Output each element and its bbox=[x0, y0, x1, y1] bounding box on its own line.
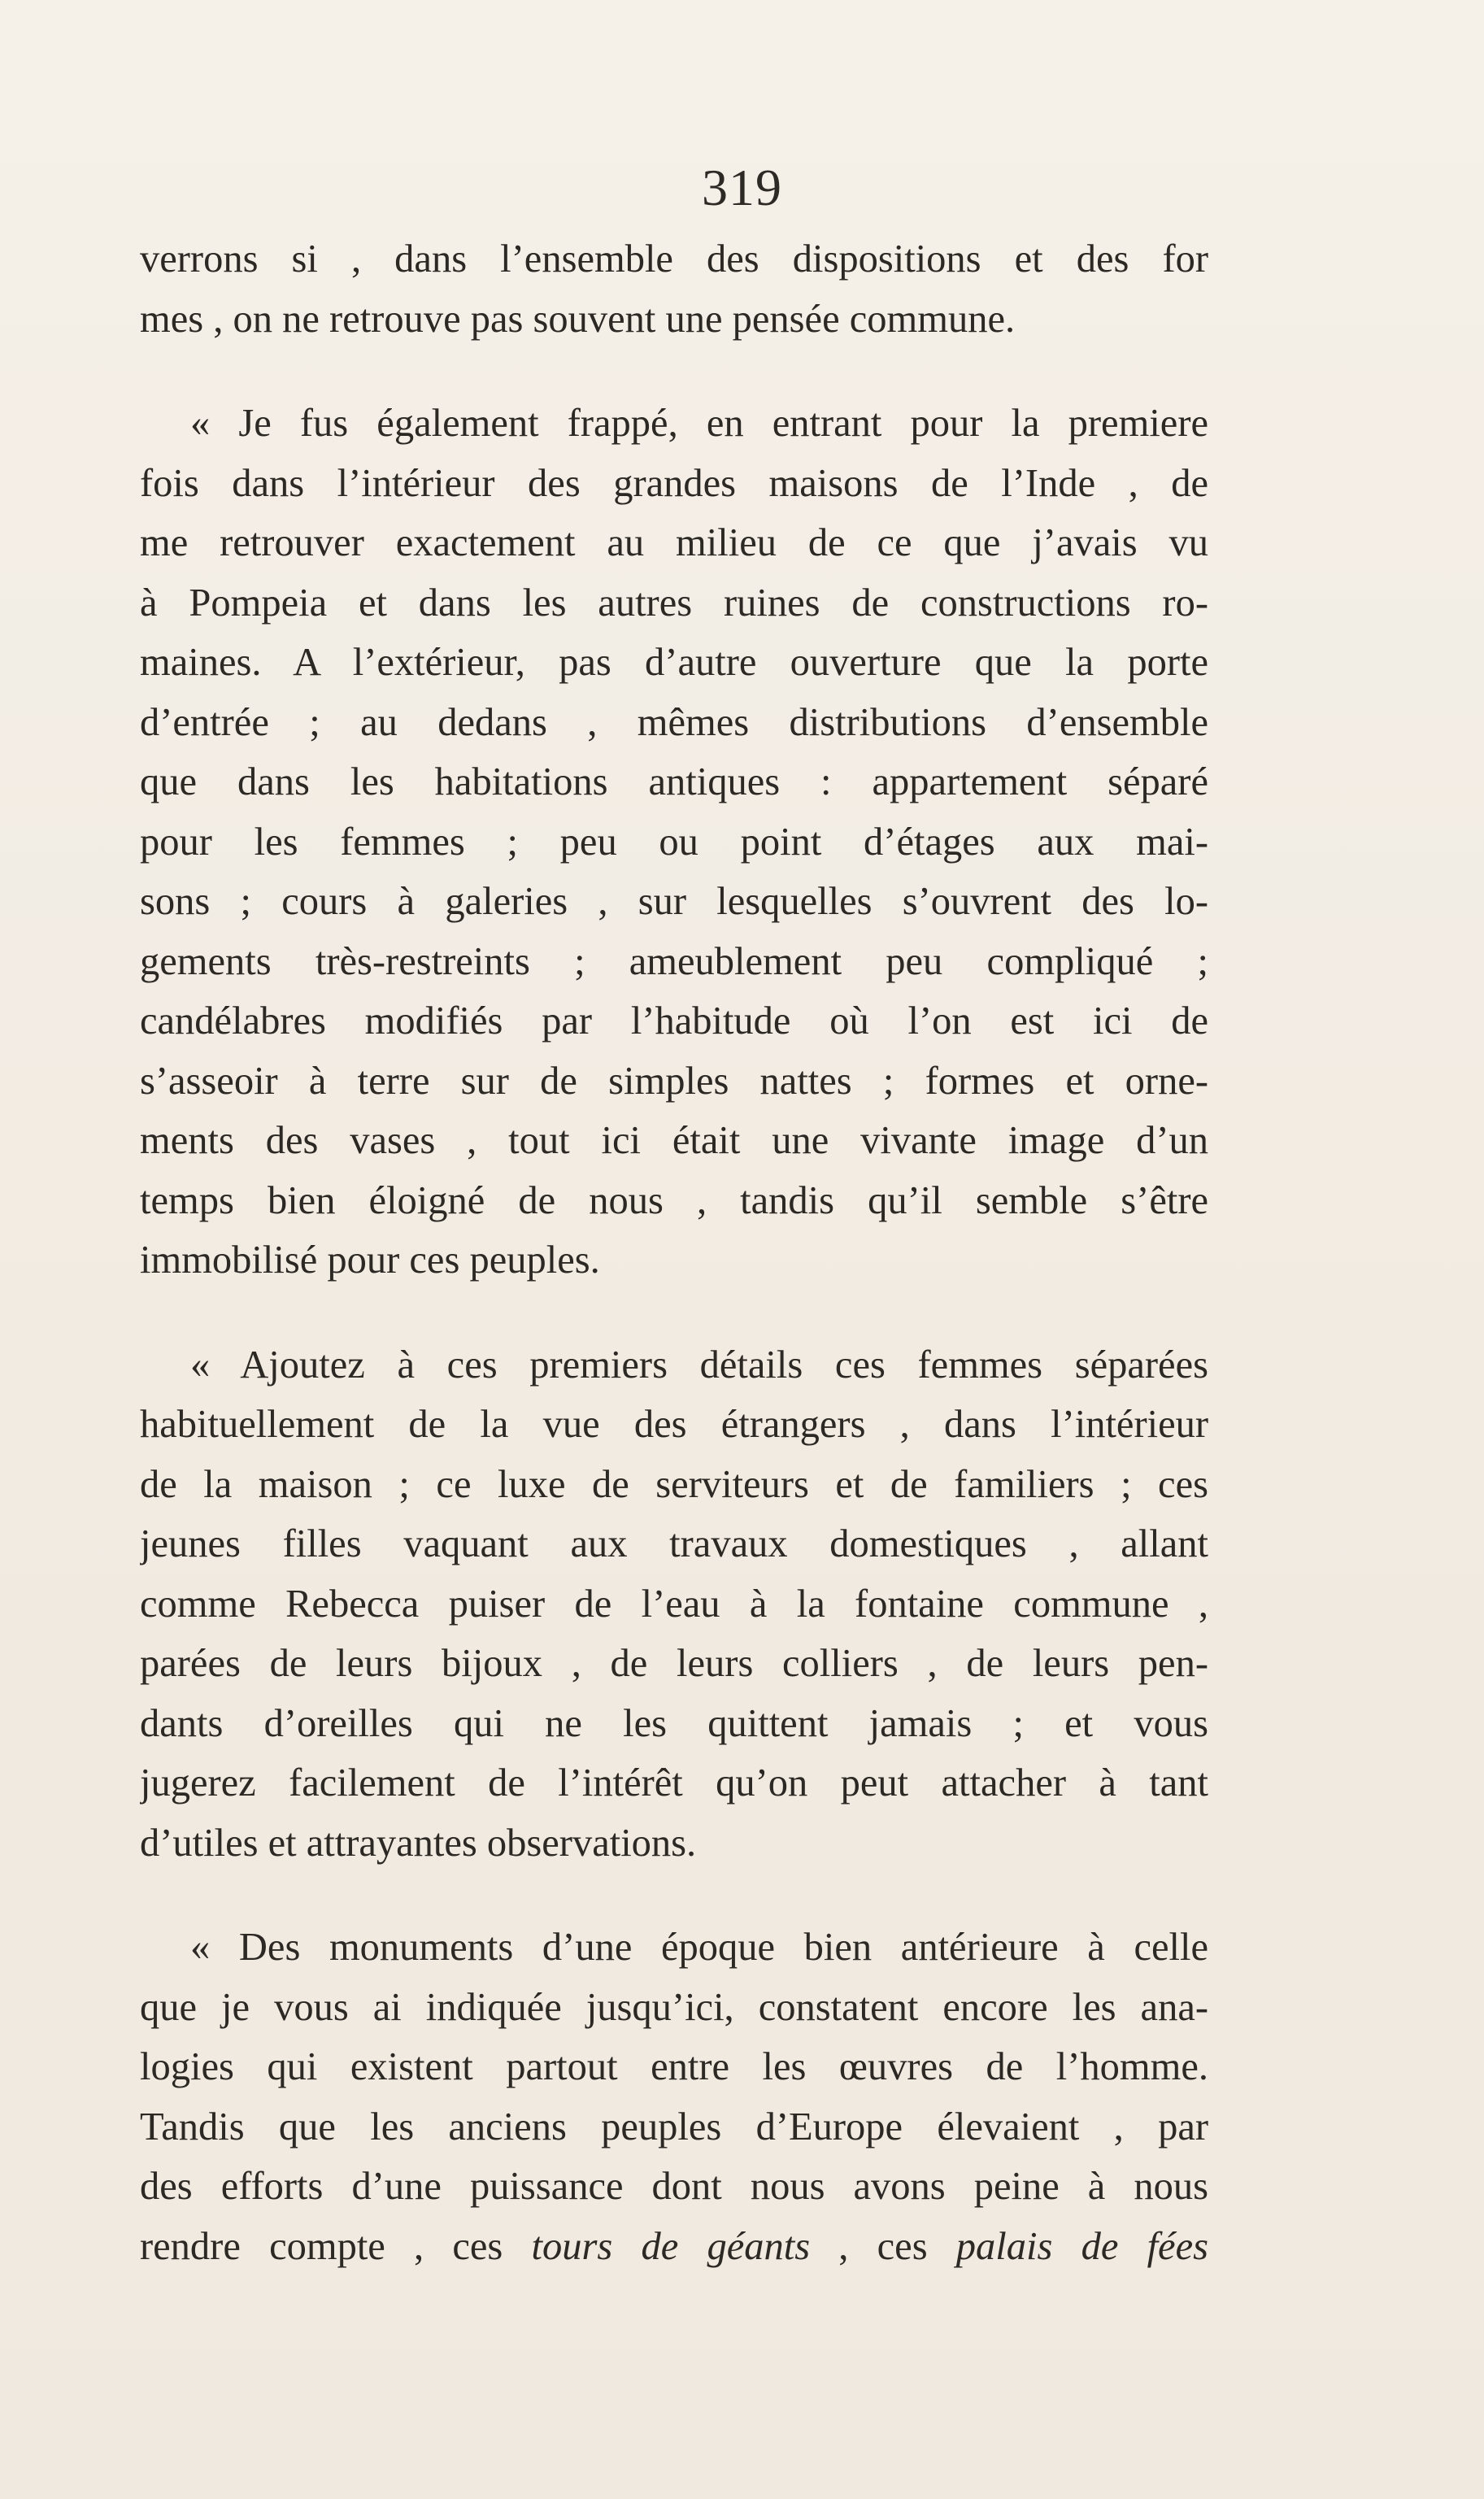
page-number: 319 bbox=[702, 159, 782, 216]
text-line: immobilisé pour ces peuples. bbox=[140, 1239, 600, 1282]
text-line: d’utiles et attrayantes observations. bbox=[140, 1821, 697, 1865]
text-line: me retrouver exactement au milieu de ce que j’avais vu bbox=[140, 521, 1208, 564]
text-line: parées de leurs bijoux , de leurs colliers , de leurs pen- bbox=[140, 1642, 1208, 1685]
text-line: « Des monuments d’une époque bien antérieure à celle bbox=[190, 1926, 1208, 1969]
text-line: logies qui existent partout entre les œuvres de l’homme. bbox=[140, 2045, 1208, 2088]
text-line: « Ajoutez à ces premiers détails ces femmes séparées bbox=[190, 1343, 1208, 1387]
text-line: fois dans l’intérieur des grandes maisons de l’Inde , de bbox=[140, 461, 1208, 505]
text-line: s’asseoir à terre sur de simples nattes ; formes et orne- bbox=[140, 1059, 1208, 1103]
text-line: verrons si , dans l’ensemble des dispositions et des for bbox=[140, 237, 1208, 281]
text-segment: rendre compte , ces bbox=[140, 2224, 532, 2268]
text-line: ments des vases , tout ici était une vivante image d’un bbox=[140, 1119, 1208, 1162]
text-line: d’entrée ; au dedans , mêmes distributions d’ensemble bbox=[140, 700, 1208, 744]
text-line-final bbox=[140, 2217, 1208, 2277]
text-line: comme Rebecca puiser de l’eau à la fontaine commune , bbox=[140, 1582, 1208, 1626]
text-line: « Je fus également frappé, en entrant pour la premiere bbox=[190, 402, 1208, 445]
text-line: jeunes filles vaquant aux travaux domestiques , allant bbox=[140, 1522, 1208, 1565]
text-segment: , ces bbox=[810, 2224, 956, 2268]
text-line: des efforts d’une puissance dont nous avons peine à nous bbox=[140, 2165, 1208, 2208]
text-line: habituellement de la vue des étrangers , dans l’intérieur bbox=[140, 1403, 1208, 1446]
italic-text: palais de fées bbox=[955, 2224, 1208, 2268]
text-line: que je vous ai indiquée jusqu’ici, constatent encore les ana- bbox=[140, 1985, 1208, 2029]
text-line: Tandis que les anciens peuples d’Europe élevaient , par bbox=[140, 2105, 1208, 2149]
paragraph-4 bbox=[140, 1918, 1208, 2276]
paragraph-1 bbox=[140, 229, 1208, 349]
text-line: de la maison ; ce luxe de serviteurs et de familiers ; ces bbox=[140, 1462, 1208, 1506]
italic-text: tours de géants bbox=[531, 2224, 811, 2268]
body-text bbox=[140, 229, 1208, 2276]
text-line: sons ; cours à galeries , sur lesquelles s’ouvrent des lo- bbox=[140, 880, 1208, 923]
text-line: candélabres modifiés par l’habitude où l’on est ici de bbox=[140, 999, 1208, 1043]
text-line: que dans les habitations antiques : appartement séparé bbox=[140, 760, 1208, 803]
text-line: temps bien éloigné de nous , tandis qu’il semble s’être bbox=[140, 1178, 1208, 1222]
text-line: mes , on ne retrouve pas souvent une pensée commune. bbox=[140, 297, 1016, 341]
text-line: jugerez facilement de l’intérêt qu’on peut attacher à tant bbox=[140, 1761, 1208, 1805]
text-line: à Pompeia et dans les autres ruines de constructions ro- bbox=[140, 581, 1208, 625]
text-line: pour les femmes ; peu ou point d’étages aux mai- bbox=[140, 820, 1208, 864]
text-line: gements très-restreints ; ameublement peu compliqué ; bbox=[140, 939, 1208, 983]
text-line: dants d’oreilles qui ne les quittent jamais ; et vous bbox=[140, 1701, 1208, 1745]
paragraph-3 bbox=[140, 1335, 1208, 1874]
text-line: maines. A l’extérieur, pas d’autre ouverture que la porte bbox=[140, 641, 1208, 684]
paragraph-2 bbox=[140, 394, 1208, 1291]
